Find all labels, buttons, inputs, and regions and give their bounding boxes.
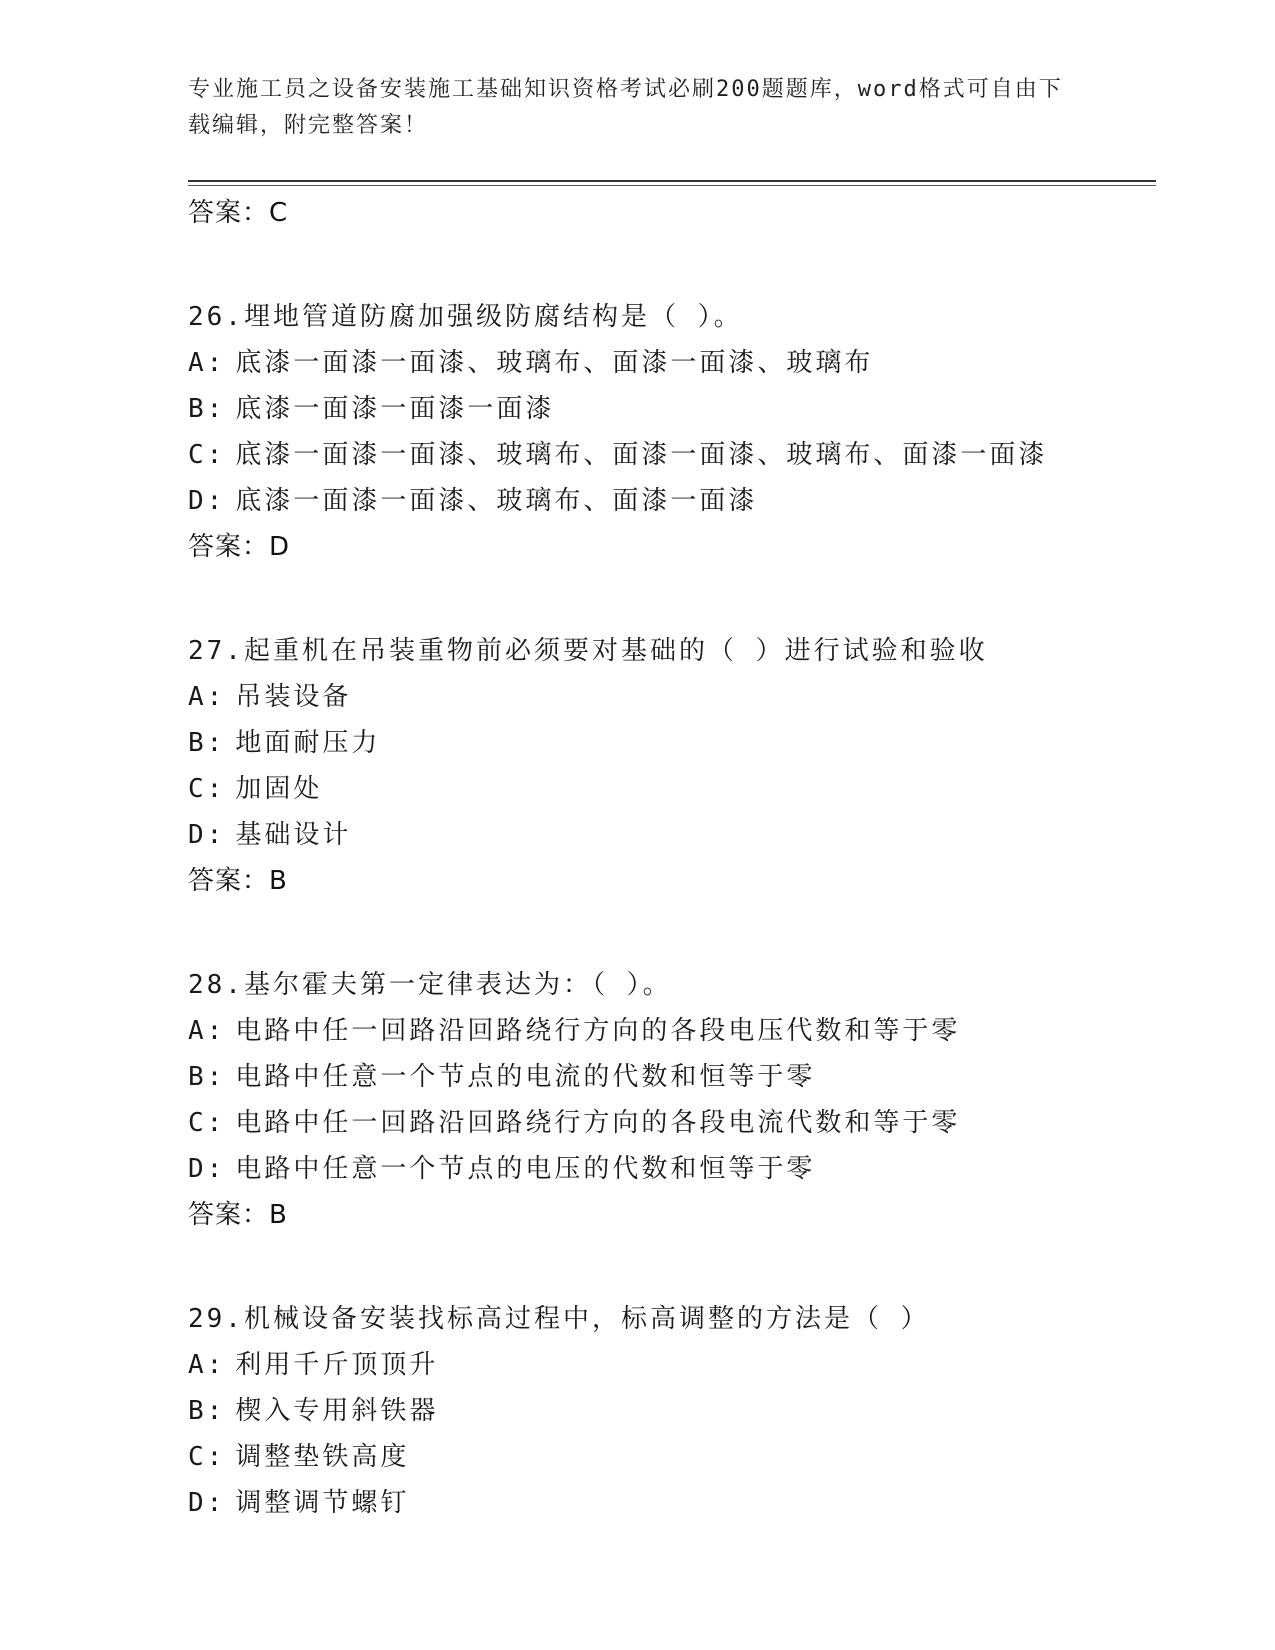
- option-letter: B:: [188, 728, 226, 758]
- option-letter: C:: [188, 774, 226, 804]
- header-divider-thick: [188, 180, 1156, 182]
- answer-line: 答案：B: [188, 1200, 288, 1230]
- option-a: [188, 674, 1156, 720]
- option-text: 底漆一面漆一面漆、玻璃布、面漆一面漆、玻璃布、面漆一面漆: [235, 440, 1048, 470]
- option-text: 底漆一面漆一面漆、玻璃布、面漆一面漆: [235, 486, 758, 516]
- option-letter: C:: [188, 440, 226, 470]
- option-letter: A:: [188, 682, 226, 712]
- option-b: [188, 386, 1156, 432]
- option-text: 加固处: [235, 774, 323, 804]
- option-text: 电路中任意一个节点的电流的代数和恒等于零: [235, 1062, 816, 1092]
- option-letter: C:: [188, 1442, 226, 1472]
- option-text: 楔入专用斜铁器: [235, 1396, 439, 1426]
- option-d: [188, 1146, 1156, 1192]
- option-letter: B:: [188, 1062, 226, 1092]
- option-letter: B:: [188, 394, 226, 424]
- option-letter: D:: [188, 486, 226, 516]
- spacer: [188, 904, 1156, 962]
- option-text: 调整调节螺钉: [235, 1488, 410, 1518]
- question-text: 26.埋地管道防腐加强级防腐结构是（ ）。: [188, 302, 743, 332]
- option-a: [188, 1008, 1156, 1054]
- option-text: 利用千斤顶顶升: [235, 1350, 439, 1380]
- option-letter: B:: [188, 1396, 226, 1426]
- option-text: 电路中任一回路沿回路绕行方向的各段电压代数和等于零: [235, 1016, 961, 1046]
- option-d: [188, 478, 1156, 524]
- question-text: 29.机械设备安装找标高过程中，标高调整的方法是（ ）: [188, 1304, 930, 1334]
- answer-line: 答案：D: [188, 532, 291, 562]
- answer-line: 答案：B: [188, 866, 288, 896]
- option-letter: D:: [188, 1154, 226, 1184]
- spacer: [188, 1238, 1156, 1296]
- option-c: [188, 766, 1156, 812]
- question-text: 27.起重机在吊装重物前必须要对基础的（ ）进行试验和验收: [188, 636, 988, 666]
- spacer: [188, 236, 1156, 294]
- question-text: 28.基尔霍夫第一定律表达为：（ ）。: [188, 970, 672, 1000]
- header-divider-thin: [188, 185, 1156, 186]
- option-d: [188, 1480, 1156, 1526]
- answer-line: 答案：C: [188, 198, 289, 228]
- option-text: 电路中任意一个节点的电压的代数和恒等于零: [235, 1154, 816, 1184]
- option-c: [188, 1434, 1156, 1480]
- question-block: [188, 1296, 1156, 1526]
- option-text: 底漆一面漆一面漆、玻璃布、面漆一面漆、玻璃布: [235, 348, 874, 378]
- option-letter: A:: [188, 348, 226, 378]
- option-letter: C:: [188, 1108, 226, 1138]
- option-text: 电路中任一回路沿回路绕行方向的各段电流代数和等于零: [235, 1108, 961, 1138]
- option-text: 基础设计: [235, 820, 352, 850]
- option-text: 吊装设备: [235, 682, 352, 712]
- option-letter: A:: [188, 1016, 226, 1046]
- spacer: [188, 570, 1156, 628]
- question-block: [188, 294, 1156, 628]
- option-letter: D:: [188, 820, 226, 850]
- option-c: [188, 432, 1156, 478]
- option-c: [188, 1100, 1156, 1146]
- option-letter: D:: [188, 1488, 226, 1518]
- question-list: [188, 190, 1156, 1526]
- option-a: [188, 340, 1156, 386]
- question-block: [188, 962, 1156, 1296]
- option-letter: A:: [188, 1350, 226, 1380]
- document-header-title: 专业施工员之设备安装施工基础知识资格考试必刷200题题库，word格式可自由下载编辑，附完整答案！: [188, 77, 1063, 138]
- option-text: 调整垫铁高度: [235, 1442, 410, 1472]
- option-b: [188, 1054, 1156, 1100]
- option-b: [188, 720, 1156, 766]
- option-text: 底漆一面漆一面漆一面漆: [235, 394, 555, 424]
- option-d: [188, 812, 1156, 858]
- option-b: [188, 1388, 1156, 1434]
- option-a: [188, 1342, 1156, 1388]
- question-block: [188, 628, 1156, 962]
- option-text: 地面耐压力: [235, 728, 381, 758]
